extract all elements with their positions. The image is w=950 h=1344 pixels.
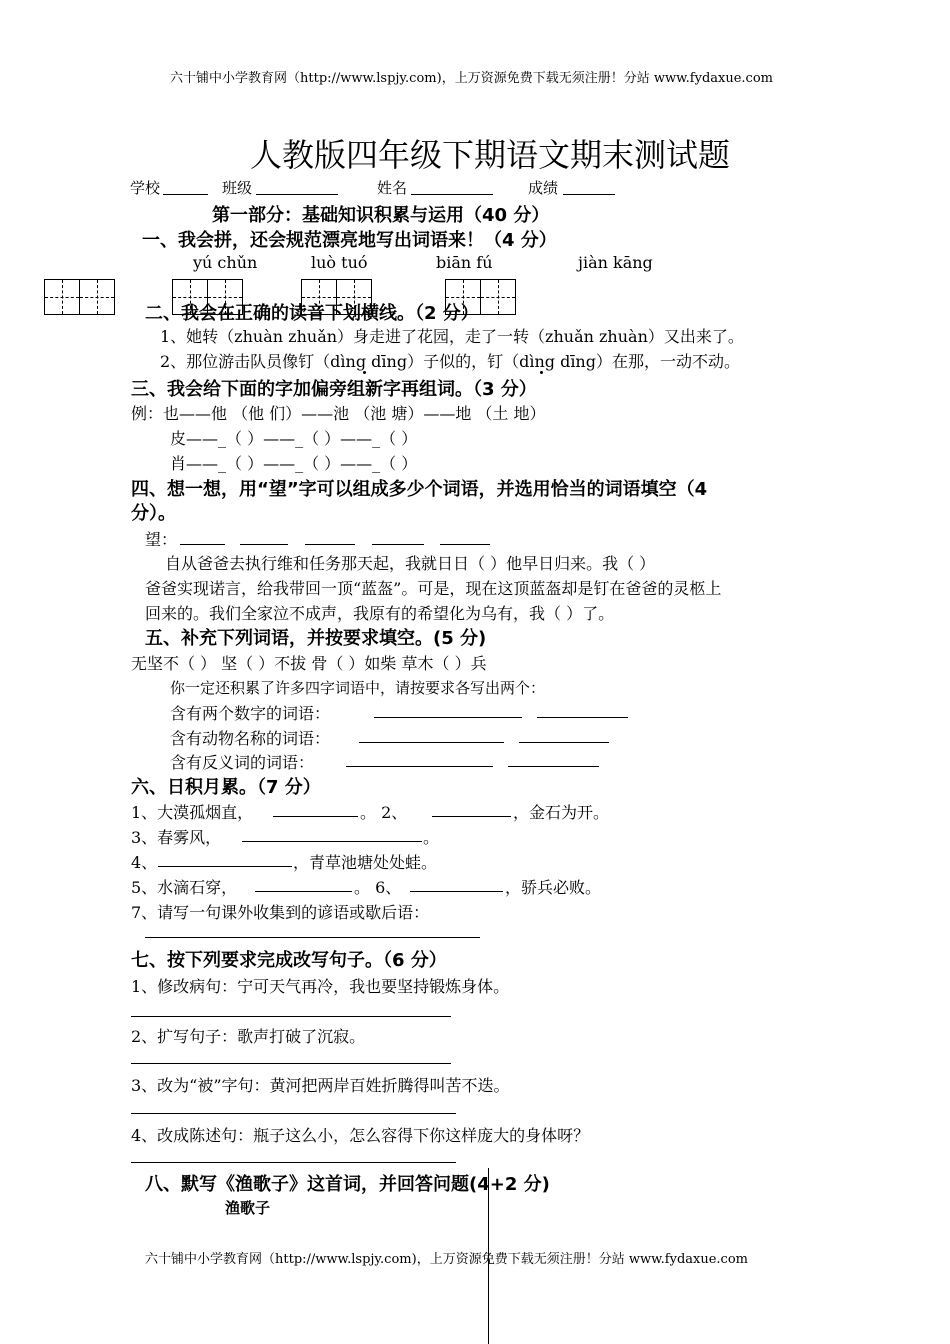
score-label: 成绩 bbox=[528, 179, 559, 197]
emphasis-dot bbox=[540, 371, 543, 374]
line-5a: 5、水滴石穿， bbox=[131, 878, 238, 897]
animal-words-blank-1[interactable] bbox=[359, 742, 504, 743]
section-five-words: 无坚不（ ） 坚（ ）不拔 骨（ ）如柴 草木（ ）兵 bbox=[131, 654, 487, 673]
page-title: 人教版四年级下期语文期末测试题 bbox=[250, 136, 731, 174]
poem-title: 渔歌子 bbox=[225, 1199, 271, 1217]
number-words-blank-1[interactable] bbox=[374, 717, 522, 718]
blank-4[interactable] bbox=[158, 866, 292, 867]
wang-label: 望： bbox=[145, 530, 178, 549]
proverb-blank[interactable] bbox=[145, 937, 480, 938]
blank-3[interactable] bbox=[242, 841, 422, 842]
line-7: 7、请写一句课外收集到的谚语或歇后语： bbox=[131, 903, 430, 922]
part-one-heading: 第一部分：基础知识积累与运用（40 分） bbox=[212, 205, 550, 226]
section-six-heading: 六、日积月累。（7 分） bbox=[131, 777, 321, 798]
animal-words-label: 含有动物名称的词语： bbox=[170, 729, 331, 748]
answer-line-3[interactable] bbox=[131, 1113, 456, 1114]
wang-blank-1[interactable] bbox=[180, 544, 225, 545]
section-two-q2: 2、那位游击队员像钉（dìng dīng）子似的，钉（dìng dīng）在那，一动不动。 bbox=[160, 352, 740, 371]
line-5c: ，骄兵必败。 bbox=[505, 878, 602, 897]
number-words-blank-2[interactable] bbox=[537, 717, 628, 718]
class-label: 班级 bbox=[222, 179, 253, 197]
section-seven-q4: 4、改成陈述句：瓶子这么小，怎么容得下你这样庞大的身体呀？ bbox=[131, 1126, 590, 1145]
line-3a: 3、春雾风， bbox=[131, 828, 222, 847]
section-seven-heading: 七、按下列要求完成改写句子。（6 分） bbox=[131, 950, 447, 971]
section-three-example: 例：也——他 （他 们）——池 （池 塘）——地 （土 地） bbox=[131, 404, 546, 423]
line-3b: 。 bbox=[423, 828, 440, 847]
emphasis-dot bbox=[363, 371, 366, 374]
pinyin-3: biān fú bbox=[436, 253, 493, 272]
page-footer: 六十铺中小学教育网（http://www.lspjy.com)，上万资源免费下载无须注册！分站 www.fydaxue.com bbox=[145, 1252, 748, 1267]
section-four-para-2: 爸爸实现诺言，给我带回一顶“蓝盔”。可是，现在这顶蓝盔却是钉在爸爸的灵柩上 bbox=[145, 579, 722, 598]
section-four-heading-cont: 分）。 bbox=[131, 503, 176, 524]
animal-words-blank-2[interactable] bbox=[519, 742, 609, 743]
blank-2[interactable] bbox=[432, 816, 511, 817]
writing-grid-1[interactable] bbox=[44, 279, 115, 315]
line-1b: 。 2、 bbox=[360, 803, 408, 822]
answer-line-4[interactable] bbox=[131, 1162, 456, 1163]
page-header: 六十铺中小学教育网（http://www.lspjy.com)，上万资源免费下载无须注册！分站 www.fydaxue.com bbox=[170, 71, 773, 86]
antonym-words-label: 含有反义词的词语： bbox=[170, 753, 315, 772]
section-five-heading: 五、补充下列词语，并按要求填空。(5 分) bbox=[145, 628, 487, 649]
pinyin-2: luò tuó bbox=[311, 253, 368, 272]
line-4b: ，青草池塘处处蛙。 bbox=[293, 853, 438, 872]
antonym-words-blank-1[interactable] bbox=[346, 766, 493, 767]
answer-line-2[interactable] bbox=[131, 1063, 451, 1064]
line-4a: 4、 bbox=[131, 853, 158, 872]
name-blank[interactable] bbox=[411, 194, 493, 195]
section-two-q1: 1、她转（zhuàn zhuǎn）身走进了花园，走了一转（zhuǎn zhuàn）又出来了。 bbox=[160, 327, 744, 346]
wang-blank-5[interactable] bbox=[440, 544, 490, 545]
answer-line-1[interactable] bbox=[131, 1016, 451, 1017]
section-four-heading: 四、想一想，用“望”字可以组成多少个词语，并选用恰当的词语填空（4 bbox=[131, 479, 708, 500]
score-blank[interactable] bbox=[563, 194, 615, 195]
line-5b: 。 6、 bbox=[354, 878, 402, 897]
section-seven-q3: 3、改为“被”字句：黄河把两岸百姓折腾得叫苦不迭。 bbox=[131, 1076, 510, 1095]
section-two-heading: 二、我会在正确的读音下划横线。（2 分） bbox=[145, 303, 479, 324]
blank-5[interactable] bbox=[255, 891, 352, 892]
school-blank[interactable] bbox=[163, 194, 208, 195]
name-label: 姓名 bbox=[377, 179, 408, 197]
section-eight-heading: 八、默写《渔歌子》这首词，并回答问题(4+2 分) bbox=[145, 1174, 550, 1195]
section-three-row-2: 肖——_（ ）——_（ ）——_（ ） bbox=[170, 454, 418, 473]
antonym-words-blank-2[interactable] bbox=[508, 766, 599, 767]
number-words-label: 含有两个数字的词语： bbox=[170, 704, 331, 723]
blank-6[interactable] bbox=[410, 891, 503, 892]
blank-1[interactable] bbox=[273, 816, 358, 817]
line-1a: 1、大漠孤烟直， bbox=[131, 803, 254, 822]
wang-blank-3[interactable] bbox=[305, 544, 355, 545]
section-seven-q2: 2、扩写句子：歌声打破了沉寂。 bbox=[131, 1027, 366, 1046]
section-four-para-1: 自从爸爸去执行维和任务那天起，我就日日（ ）他早日归来。我（ ） bbox=[165, 554, 656, 573]
section-five-intro: 你一定还积累了许多四字词语中，请按要求各写出两个： bbox=[170, 679, 546, 697]
class-blank[interactable] bbox=[256, 194, 338, 195]
section-four-para-3: 回来的。我们全家泣不成声，我原有的希望化为乌有，我（ ）了。 bbox=[145, 604, 615, 623]
pinyin-4: jiàn kāng bbox=[578, 253, 653, 272]
school-label: 学校 bbox=[130, 179, 161, 197]
section-three-row-1: 皮——_（ ）——_（ ）——_（ ） bbox=[170, 429, 418, 448]
section-seven-q1: 1、修改病句：宁可天气再冷，我也要坚持锻炼身体。 bbox=[131, 977, 510, 996]
wang-blank-4[interactable] bbox=[372, 544, 424, 545]
section-one-heading: 一、我会拼，还会规范漂亮地写出词语来！（4 分） bbox=[142, 230, 557, 251]
wang-blank-2[interactable] bbox=[240, 544, 288, 545]
pinyin-1: yú chǔn bbox=[193, 253, 258, 272]
section-three-heading: 三、我会给下面的字加偏旁组新字再组词。（3 分） bbox=[131, 379, 537, 400]
line-1c: ，金石为开。 bbox=[513, 803, 610, 822]
